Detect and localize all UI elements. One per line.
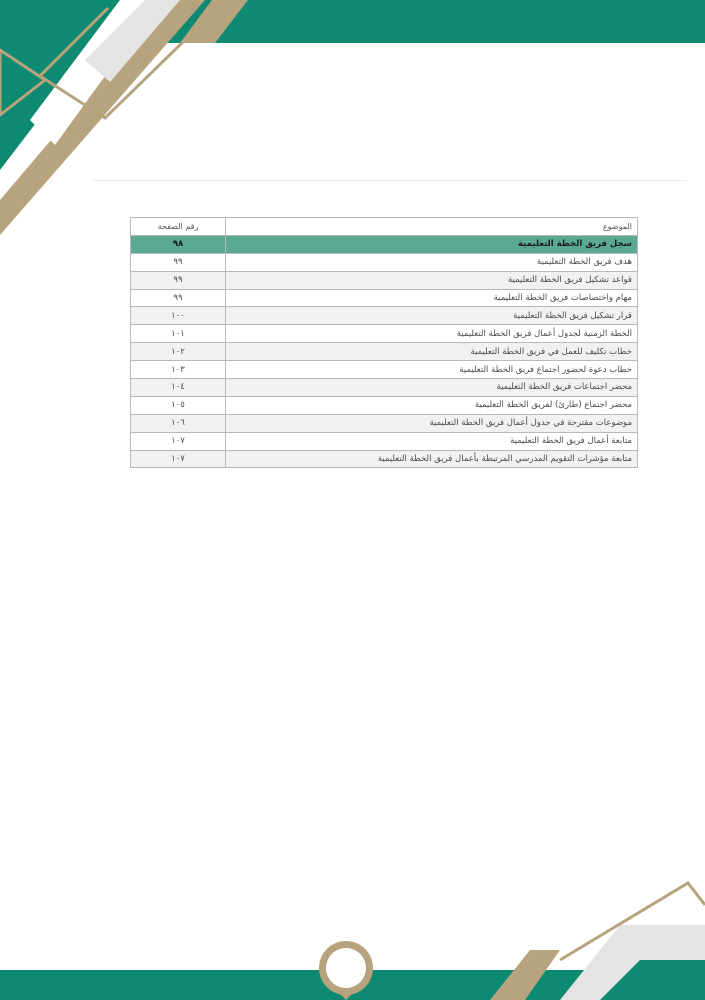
row-topic: خطاب تكليف للعمل في فريق الخطة التعليمية [226, 343, 638, 361]
row-page: ١٠٧ [131, 432, 226, 450]
header-rule [92, 180, 687, 181]
row-topic: متابعة مؤشرات التقويم المدرسي المرتبطة بأعمال فريق الخطة التعليمية [226, 450, 638, 468]
row-page: ١٠٦ [131, 414, 226, 432]
row-page: ١٠٤ [131, 379, 226, 397]
table-row [131, 379, 638, 397]
row-page: ٩٨ [131, 235, 226, 253]
table-row [131, 343, 638, 361]
row-page: ٩٩ [131, 253, 226, 271]
row-topic: متابعة أعمال فريق الخطة التعليمية [226, 432, 638, 450]
row-page: ١٠١ [131, 325, 226, 343]
row-topic: مهام واختصاصات فريق الخطة التعليمية [226, 289, 638, 307]
table-of-contents [130, 217, 638, 468]
row-topic: قواعد تشكيل فريق الخطة التعليمية [226, 271, 638, 289]
header-page-number: رقم الصفحة [131, 218, 226, 236]
top-left-corner-decoration [0, 0, 705, 235]
row-topic: سجل فريق الخطة التعليمية [226, 235, 638, 253]
table-row [131, 271, 638, 289]
row-topic: محضر اجتماع (طارئ) لفريق الخطة التعليمية [226, 396, 638, 414]
row-page: ١٠٠ [131, 307, 226, 325]
table-header-row [131, 218, 638, 236]
table-row [131, 396, 638, 414]
row-topic: الخطة الزمنية لجدول أعمال فريق الخطة التعليمية [226, 325, 638, 343]
table-row [131, 253, 638, 271]
header-topic: الموضوع [226, 218, 638, 236]
table-row [131, 450, 638, 468]
table-row [131, 361, 638, 379]
row-page: ١٠٣ [131, 361, 226, 379]
row-topic: محضر اجتماعات فريق الخطة التعليمية [226, 379, 638, 397]
row-topic: قرار تشكيل فريق الخطة التعليمية [226, 307, 638, 325]
table-row [131, 307, 638, 325]
table-row [131, 289, 638, 307]
row-topic: هدف فريق الخطة التعليمية [226, 253, 638, 271]
row-page: ١٠٥ [131, 396, 226, 414]
table-row [131, 414, 638, 432]
row-topic: موضوعات مقترحة في جدول أعمال فريق الخطة التعليمية [226, 414, 638, 432]
table-row [131, 235, 638, 253]
row-page: ١٠٧ [131, 450, 226, 468]
row-page: ١٠٢ [131, 343, 226, 361]
row-page: ٩٩ [131, 271, 226, 289]
row-page: ٩٩ [131, 289, 226, 307]
table-row [131, 325, 638, 343]
table-row [131, 432, 638, 450]
row-topic: خطاب دعوة لحضور اجتماع فريق الخطة التعليمية [226, 361, 638, 379]
